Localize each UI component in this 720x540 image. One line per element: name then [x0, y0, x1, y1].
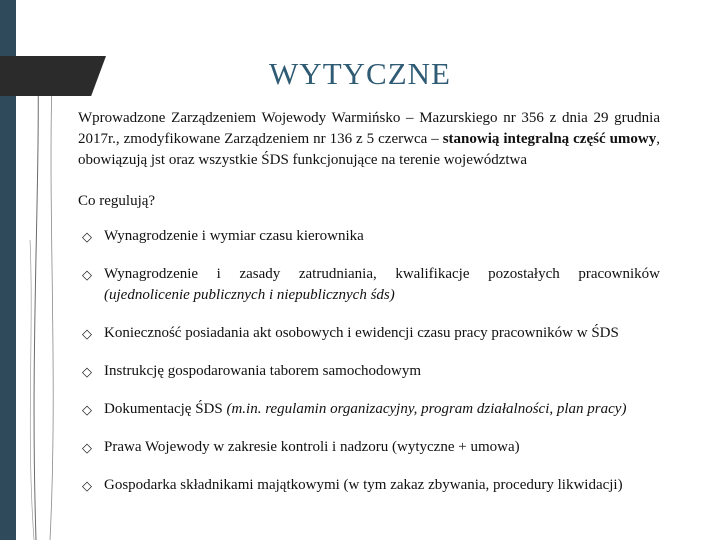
list-item-text: Wynagrodzenie i zasady zatrudniania, kwalifikacje pozostałych pracowników	[104, 266, 660, 282]
list-item	[78, 323, 660, 344]
list-item-text: Konieczność posiadania akt osobowych i ewidencji czasu pracy pracowników w ŚDS	[104, 325, 619, 341]
diamond-bullet-icon: ◇	[82, 440, 92, 455]
diamond-bullet-icon: ◇	[82, 402, 92, 417]
list-item-text: Prawa Wojewody w zakresie kontroli i nadzoru (wytyczne + umowa)	[104, 439, 520, 455]
intro-bold-text: stanowią integralną część umowy	[442, 131, 657, 147]
diamond-bullet-icon: ◇	[82, 229, 92, 244]
intro-paragraph	[78, 108, 660, 171]
list-item	[78, 399, 660, 420]
intro-text-1: Wprowadzone Zarządzeniem Wojewody Warmińsko – Mazurskiego nr 356 z dnia 29 grudnia 2017r., zmodyfikowane Zarządzeniem nr 136 z 5 czerwca –	[78, 110, 660, 147]
list-item	[78, 264, 660, 306]
list-item-text: Dokumentację ŚDS	[104, 401, 227, 417]
slide-content	[78, 108, 660, 513]
diamond-bullet-icon: ◇	[82, 364, 92, 379]
intro-text-2: , obowiązują jst oraz wszystkie ŚDS funkcjonujące na terenie województwa	[78, 131, 660, 168]
diamond-bullet-icon: ◇	[82, 478, 92, 493]
list-item	[78, 226, 660, 247]
list-item-text: Wynagrodzenie i wymiar czasu kierownika	[104, 228, 364, 244]
slide-title: WYTYCZNE	[269, 56, 451, 91]
list-item-italic-text: (m.in. regulamin organizacyjny, program działalności, plan pracy)	[226, 401, 627, 417]
question-heading: Co regulują?	[78, 193, 156, 209]
list-item-text: Instrukcję gospodarowania taborem samochodowym	[104, 363, 421, 379]
list-item	[78, 475, 660, 496]
list-item-text: Gospodarka składnikami majątkowymi (w tym zakaz zbywania, procedury likwidacji)	[104, 477, 623, 493]
list-item	[78, 437, 660, 458]
bullet-list	[78, 226, 660, 496]
list-item	[78, 361, 660, 382]
diamond-bullet-icon: ◇	[82, 326, 92, 341]
list-item-italic-text: (ujednolicenie publicznych i niepublicznych śds)	[104, 287, 395, 303]
diamond-bullet-icon: ◇	[82, 267, 92, 282]
